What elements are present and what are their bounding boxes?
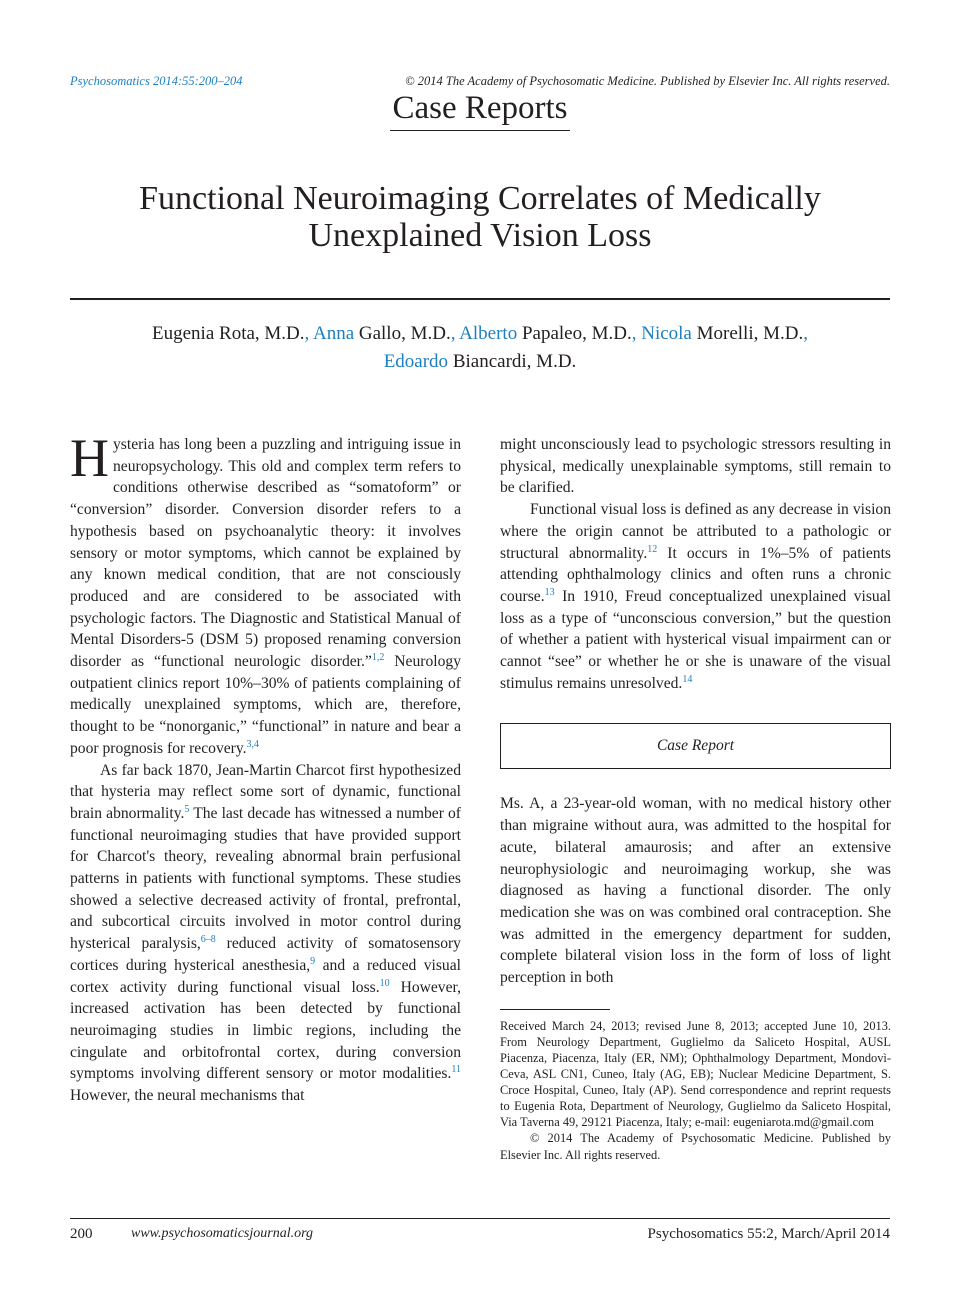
citation-ref[interactable]: 6–8 — [200, 934, 216, 946]
citation-ref[interactable]: 3,4 — [246, 738, 260, 750]
author-anna-gallo[interactable]: Anna Gallo, M.D., — [312, 323, 460, 344]
body-paragraph-2: As far back 1870, Jean-Martin Charcot first hypothesized that hysteria may reflect some sort of dynamic, functional brain abnormality.$^5$ The last decade has witnessed a number of functional neuroimaging studies that have provided support for Charcot's theory, revealing abnormal brain perfusional patterns in patients with functional symptoms. These studies showed a selective decreased activity of frontal, prefrontal, and subcortical circuits involved in motor control during hysterical paralysis,$^{6-8}$ reduced activity of somatosensory cortices during hysterical anesthesia,$^9$ and a reduced visual cortex activity during functional visual loss.$^{10}$ However, increased activation has been detected by functional neuroimaging studies in limbic regions, including the cingulate and orbitofrontal cortex, during conversion symptoms involving different sensory or motor modalities.$^{11}$ However, the neural mechanisms that — [70, 761, 461, 1105]
citation-ref[interactable]: 14 — [682, 673, 693, 685]
article-footnote — [500, 1018, 891, 1163]
citation-ref[interactable]: 12 — [647, 543, 658, 555]
citation-ref[interactable]: 13 — [544, 586, 555, 598]
author-edoardo-biancardi[interactable]: Edoardo Biancardi, M.D. — [383, 351, 577, 372]
header-copyright: © 2014 The Academy of Psychosomatic Medicine. Published by Elsevier Inc. All rights reserved. — [405, 74, 890, 88]
body-paragraph-2-continued: might unconsciously lead to psychologic stressors resulting in physical, medically unexplainable symptoms, still remain to be clarified. — [500, 436, 891, 497]
journal-citation[interactable]: Psychosomatics 2014:55:200–204 — [70, 74, 243, 88]
footnote-received: Received March 24, 2013; revised June 8, 2013; accepted June 10, 2013. From Neurology Department, Guglielmo da Saliceto Hospital, AUSL Piacenza, Piacenza, Italy (ER, NM); Ophthalmology Department, Mondovì-Ceva, ASL CN1, Cuneo, Italy (AG, EB); Nuclear Medicine Department, S. Croce Hospital, Cuneo, Italy (AP). Send correspondence and reprint requests to Eugenia Rota, Department of Neurology, Guglielmo da Saliceto Hospital, Via Taverna 49, 29121 Piacenza, Italy; e-mail: eugeniarota.md@gmail.com — [500, 1018, 891, 1130]
footer-journal-issue: Psychosomatics 55:2, March/April 2014 — [647, 1226, 890, 1242]
body-paragraph-1: Hysteria has long been a puzzling and intriguing issue in neuropsychology. This old and complex term refers to conditions otherwise described as “somatoform” or “conversion” disorder. Conversion disorder refers to a hypothesis based on psychoanalytic theory: it involves sensory or motor symptoms, which cannot be explained by any known medical condition, that are not consciously produced and are considered to be associated with psychologic factors. The Diagnostic and Statistical Manual of Mental Disorders-5 (DSM 5) proposed renaming conversion disorder as “functional neurologic disorder.”$^{1,2}$ Neurology outpatient clinics report 10%–30% of patients complaining of medically unexplained symptoms, which are, therefore, thought to be “nonorganic,” “functional” in nature and bear a poor prognosis for recovery.$^{3,4}$ — [70, 428, 461, 757]
section-heading — [0, 90, 960, 127]
case-report-heading: Case Report — [500, 723, 891, 769]
article-title: Functional Neuroimaging Correlates of Medically Unexplained Vision Loss — [139, 180, 821, 254]
case-paragraph: Ms. A, a 23-year-old woman, with no medical history other than migraine without aura, was admitted to the hospital for acute, bilateral amaurosis; and after an extensive neurophysiologic and neuroimaging workup, she was diagnosed as having a functional disorder. The only medication she was on was combined oral contraception. She was admitted in the emergency department for sudden, complete bilateral vision loss in the form of loss of light perception in both — [500, 795, 891, 987]
page-number: 200 — [70, 1226, 93, 1242]
author-eugenia-rota: Eugenia Rota, M.D., — [152, 323, 313, 344]
journal-url-link[interactable]: www.psychosomaticsjournal.org — [131, 1226, 314, 1241]
citation-ref[interactable]: 10 — [379, 977, 390, 989]
body-paragraph-3: Functional visual loss is defined as any decrease in vision where the origin cannot be attributed to a pathologic or structural abnormality.$^{12}$ It occurs in 1%–5% of patients attending ophthalmology clinics and often runs a chronic course.$^{13}$ In 1910, Freud conceptualized unexplained visual loss as a type of “unconscious conversion,” but the question of whether a patient with hysterical visual impairment can or cannot “see” or whether he or she is unaware of the visual stimulus remains unresolved.$^{14}$ — [500, 501, 891, 692]
drop-cap: H — [70, 428, 109, 488]
footer-divider — [70, 1218, 890, 1219]
citation-ref[interactable]: 11 — [451, 1064, 461, 1076]
citation-ref[interactable]: 5 — [184, 803, 190, 815]
right-column — [500, 434, 891, 1163]
footnote-copyright: © 2014 The Academy of Psychosomatic Medicine. Published by Elsevier Inc. All rights reserved. — [500, 1131, 891, 1162]
author-list — [70, 320, 890, 376]
footnote-divider — [500, 1009, 610, 1010]
title-divider — [70, 298, 890, 300]
citation-ref[interactable]: 1,2 — [371, 652, 385, 664]
author-nicola-morelli[interactable]: Nicola Morelli, M.D., — [641, 323, 808, 344]
section-heading-text: Case Reports — [390, 90, 569, 131]
citation-ref[interactable]: 9 — [310, 955, 316, 967]
left-column — [70, 428, 461, 1107]
author-alberto-papaleo[interactable]: Alberto Papaleo, M.D., — [459, 323, 642, 344]
